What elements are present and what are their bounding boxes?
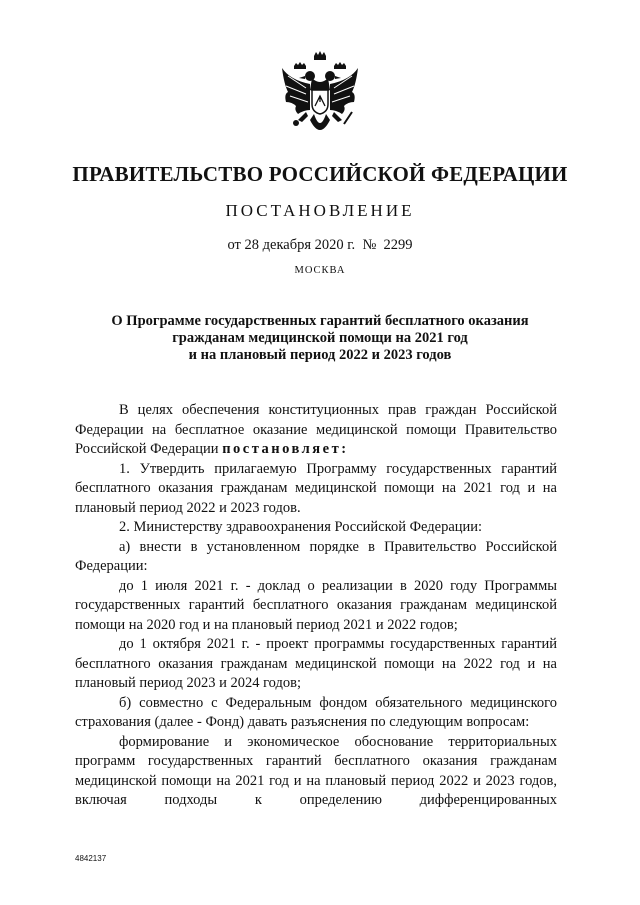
paragraph-preamble <box>75 401 557 460</box>
document-date: 28 декабря 2020 г. <box>244 237 356 253</box>
paragraph-item-2a: а) внести в установленном порядке в Правительство Российской Федерации: <box>75 538 557 574</box>
paragraph-item-2: 2. Министерству здравоохранения Российской Федерации: <box>119 519 483 535</box>
date-line <box>0 237 640 254</box>
resolves-word: постановляет: <box>222 441 349 457</box>
document-title <box>60 313 580 364</box>
city: МОСКВА <box>294 265 346 276</box>
title-line: О Программе государственных гарантий бесплатного оказания <box>111 313 529 329</box>
paragraph-deadline-july: до 1 июля 2021 г. - доклад о реализации в 2020 году Программы государственных гарантий бесплатного оказания гражданам медицинской помощи на 2020 год и на плановый период 2021 и 2022 годов; <box>75 577 557 633</box>
organization-name: ПРАВИТЕЛЬСТВО РОССИЙСКОЙ ФЕДЕРАЦИИ <box>72 162 568 186</box>
number-sign: № <box>362 237 377 253</box>
document-code: 4842137 <box>75 854 107 863</box>
document-number: 2299 <box>383 237 413 253</box>
preamble-text: В целях обеспечения конституционных прав граждан Российской Федерации на бесплатное оказание медицинской помощи Правительство Российской Федерации <box>75 402 557 457</box>
document-type: ПОСТАНОВЛЕНИЕ <box>225 201 415 220</box>
document-body <box>75 401 557 811</box>
paragraph-item-2b: б) совместно с Федеральным фондом обязательного медицинского страхования (далее - Фонд) давать разъяснения по следующим вопросам: <box>75 694 557 730</box>
date-prefix: от <box>227 237 241 253</box>
title-line: гражданам медицинской помощи на 2021 год <box>172 330 468 346</box>
paragraph-deadline-october: до 1 октября 2021 г. - проект программы государственных гарантий бесплатного оказания гражданам медицинской помощи на 2022 год и на плановый период 2023 и 2024 годов; <box>75 636 557 691</box>
paragraph-item-1: 1. Утвердить прилагаемую Программу государственных гарантий бесплатного оказания гражданам медицинской помощи на 2021 год и на плановый период 2022 и 2023 годов. <box>75 460 557 516</box>
paragraph-formation: формирование и экономическое обоснование территориальных программ государственных гарантий бесплатного оказания гражданам медицинской помощи на 2021 год и на плановый период 2022 и 2023 годов, включая подходы к определению дифференцированных <box>75 733 557 808</box>
title-line: и на плановый период 2022 и 2023 годов <box>188 347 452 363</box>
russian-coat-of-arms-icon <box>270 50 370 142</box>
